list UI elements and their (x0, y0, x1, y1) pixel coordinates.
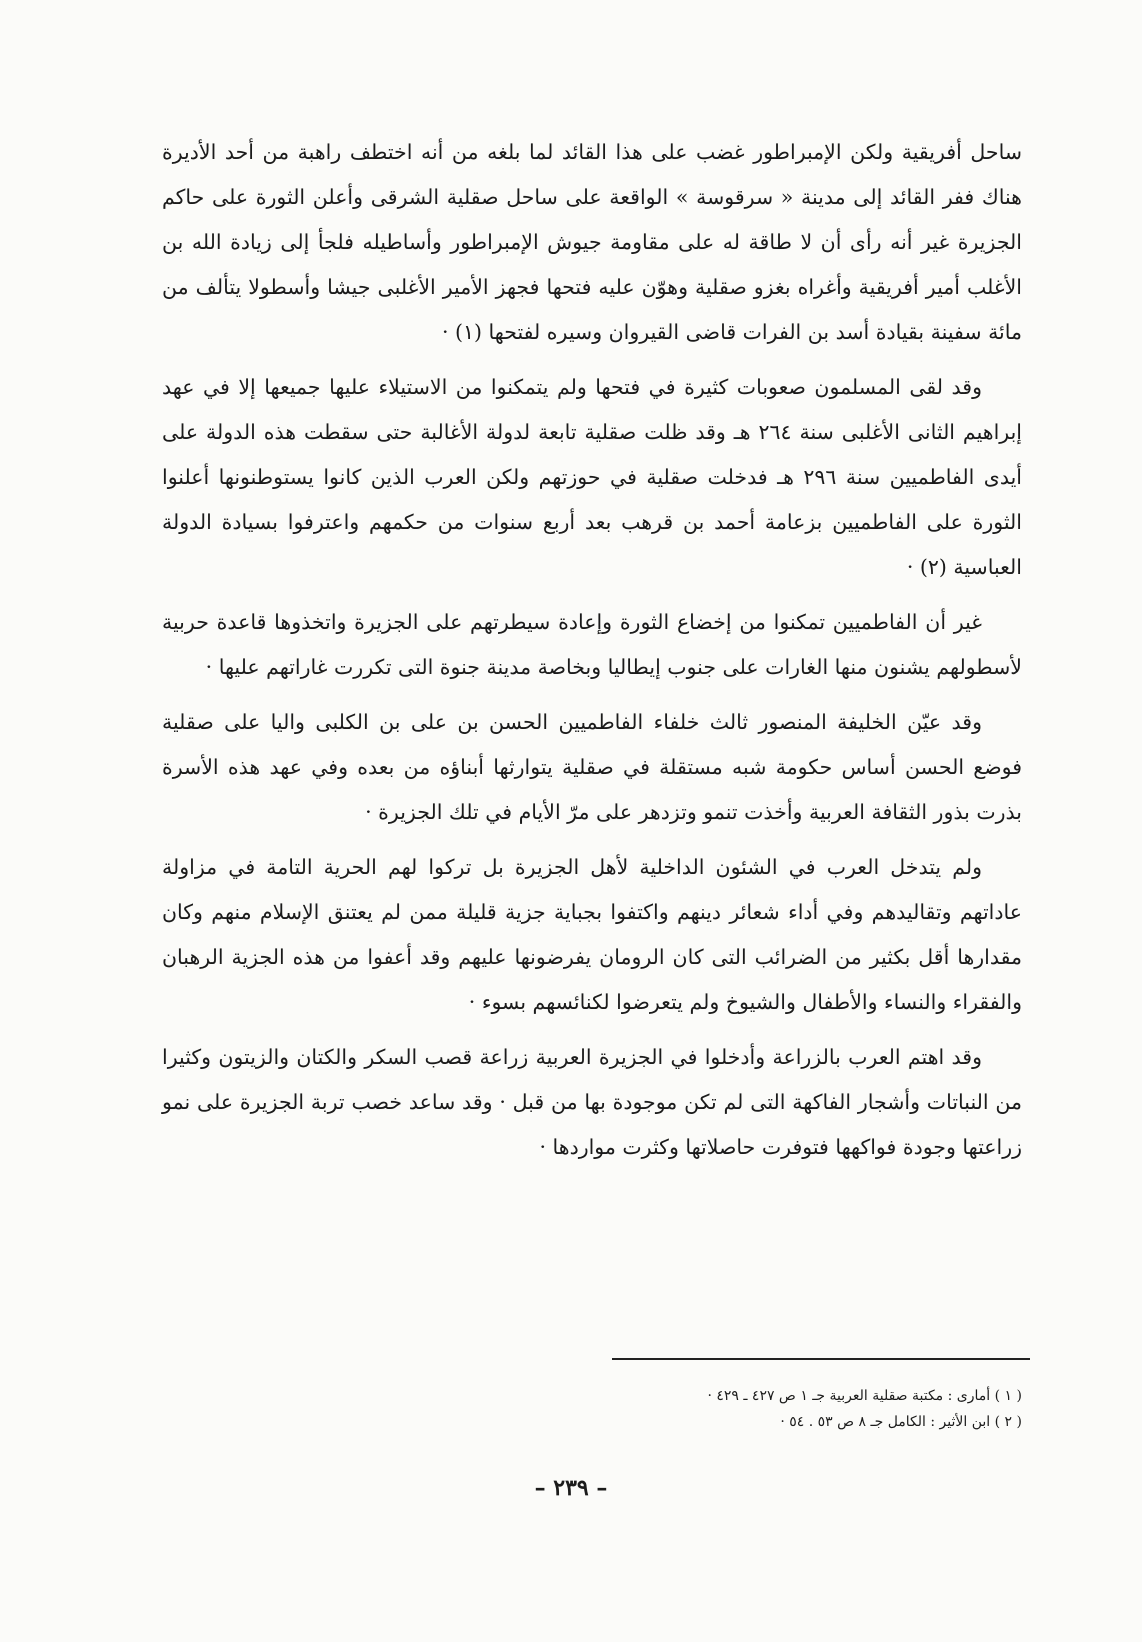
paragraph-4: وقد عيّن الخليفة المنصور ثالث خلفاء الفاطميين الحسن بن على بن الكلبى واليا على صقلية فوضع الحسن أساس حكومة شبه مستقلة في صقلية يتوارثها أبناؤه من بعده وفي عهد هذه الأسرة بذرت بذور الثقافة العربية وأخذت تنمو وتزدهر على مرّ الأيام في تلك الجزيرة · (162, 710, 1022, 824)
paragraph-5: ولم يتدخل العرب في الشئون الداخلية لأهل الجزيرة بل تركوا لهم الحرية التامة في مزاولة عاداتهم وتقاليدهم وفي أداء شعائر دينهم واكتفوا بجباية جزية قليلة ممن لم يعتنق الإسلام منهم وكان مقدارها أقل بكثير من الضرائب التى كان الرومان يفرضونها عليهم وقد أعفوا من هذه الجزية الرهبان والفقراء والنساء والأطفال والشيوخ ولم يتعرضوا لكنائسهم بسوء · (162, 855, 1022, 1014)
paragraph-3: غير أن الفاطميين تمكنوا من إخضاع الثورة وإعادة سيطرتهم على الجزيرة واتخذوها قاعدة حربية لأسطولهم يشنون منها الغارات على جنوب إيطاليا وبخاصة مدينة جنوة التى تكررت غاراتهم عليها · (162, 610, 1022, 679)
paragraph-2: وقد لقى المسلمون صعوبات كثيرة في فتحها ولم يتمكنوا من الاستيلاء عليها جميعها إلا في عهد إبراهيم الثانى الأغلبى سنة ٢٦٤ هـ وقد ظلت صقلية تابعة لدولة الأغالبة حتى سقطت هذه الدولة على أيدى الفاطميين سنة ٢٩٦ هـ فدخلت صقلية في حوزتهم ولكن العرب الذين كانوا يستوطنونها أعلنوا الثورة على الفاطميين بزعامة أحمد بن قرهب بعد أربع سنوات من حكمهم واعترفوا بسيادة الدولة العباسية (٢) · (162, 375, 1022, 579)
footnote-2: ( ٢ ) ابن الأثير : الكامل جـ ٨ ص ٥٣ . ٥٤ · (780, 1414, 1022, 1430)
page-number: – ٢٣٩ – (534, 1475, 608, 1501)
main-text (162, 130, 1022, 1180)
paragraph-6: وقد اهتم العرب بالزراعة وأدخلوا في الجزيرة العربية زراعة قصب السكر والكتان والزيتون وكثيرا من النباتات وأشجار الفاكهة التى لم تكن موجودة بها من قبل · وقد ساعد خصب تربة الجزيرة على نمو زراعتها وجودة فواكهها فتوفرت حاصلاتها وكثرت مواردها · (162, 1045, 1022, 1159)
footnote-divider (612, 1358, 1030, 1360)
footnote-1: ( ١ ) أمارى : مكتبة صقلية العربية جـ ١ ص ٤٢٧ ـ ٤٢٩ · (707, 1388, 1022, 1404)
footnotes (422, 1383, 1022, 1435)
paragraph-1: ساحل أفريقية ولكن الإمبراطور غضب على هذا القائد لما بلغه من أنه اختطف راهبة من أحد الأديرة هناك ففر القائد إلى مدينة « سرقوسة » الواقعة على ساحل صقلية الشرقى وأعلن الثورة على حاكم الجزيرة غير أنه رأى أن لا طاقة له على مقاومة جيوش الإمبراطور وأساطيله فلجأ إلى زيادة الله بن الأغلب أمير أفريقية وأغراه بغزو صقلية وهوّن عليه فتحها فجهز الأمير الأغلبى جيشا وأسطولا يتألف من مائة سفينة بقيادة أسد بن الفرات قاضى القيروان وسيره لفتحها (١) · (162, 140, 1022, 344)
